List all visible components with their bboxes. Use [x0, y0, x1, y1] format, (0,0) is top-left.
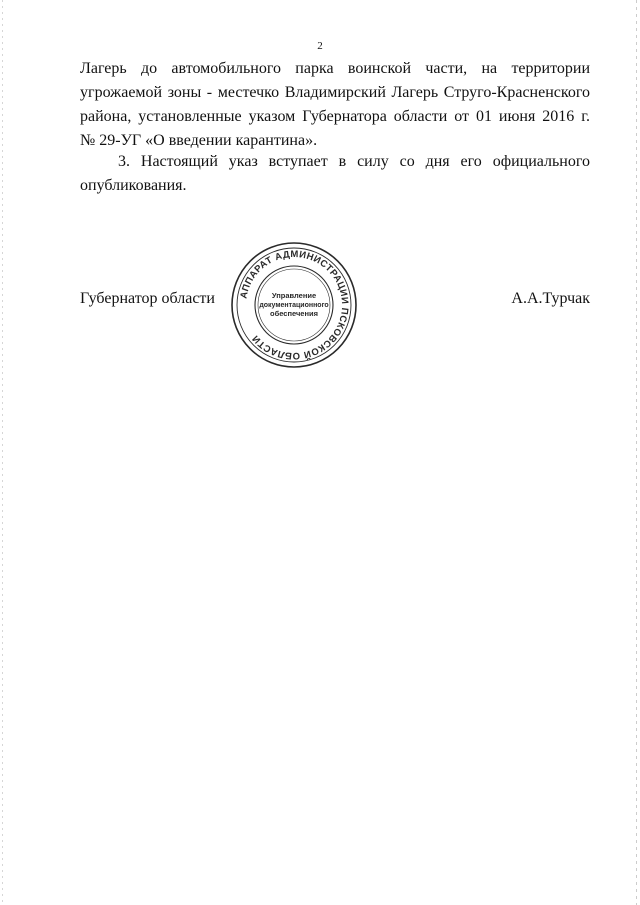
text-line: Лагерь до автомобильного парка воинской части, на территории [80, 60, 590, 77]
text-line: угрожаемой зоны - местечко Владимирский Лагерь Струго-Красненского [80, 84, 590, 101]
seal-ring-text: АППАРАТ АДМИНИСТРАЦИИ ПСКОВСКОЙ ОБЛАСТИ [238, 248, 351, 362]
scan-edge-left [2, 0, 3, 905]
text-line: района, установленные указом Губернатора области от 01 июня 2016 г. [80, 108, 590, 125]
seal-center-line-1: Управление [271, 291, 317, 300]
scan-edge-right [636, 0, 637, 905]
page-number: 2 [317, 40, 323, 52]
paragraph-effective-date [80, 150, 590, 198]
text-line: опубликования. [80, 177, 187, 194]
official-seal-icon [229, 240, 359, 370]
text-line: 3. Настоящий указ вступает в силу со дня его официального [118, 153, 590, 170]
seal-center-line-3: обеспечения [269, 309, 319, 318]
text-line: № 29-УГ «О введении карантина». [80, 132, 318, 149]
paragraph-quarantine-zone [80, 57, 590, 153]
signature-name: А.А.Турчак [511, 290, 590, 307]
seal-center-line-2: документационного [259, 302, 329, 309]
signature-title: Губернатор области [80, 290, 215, 307]
